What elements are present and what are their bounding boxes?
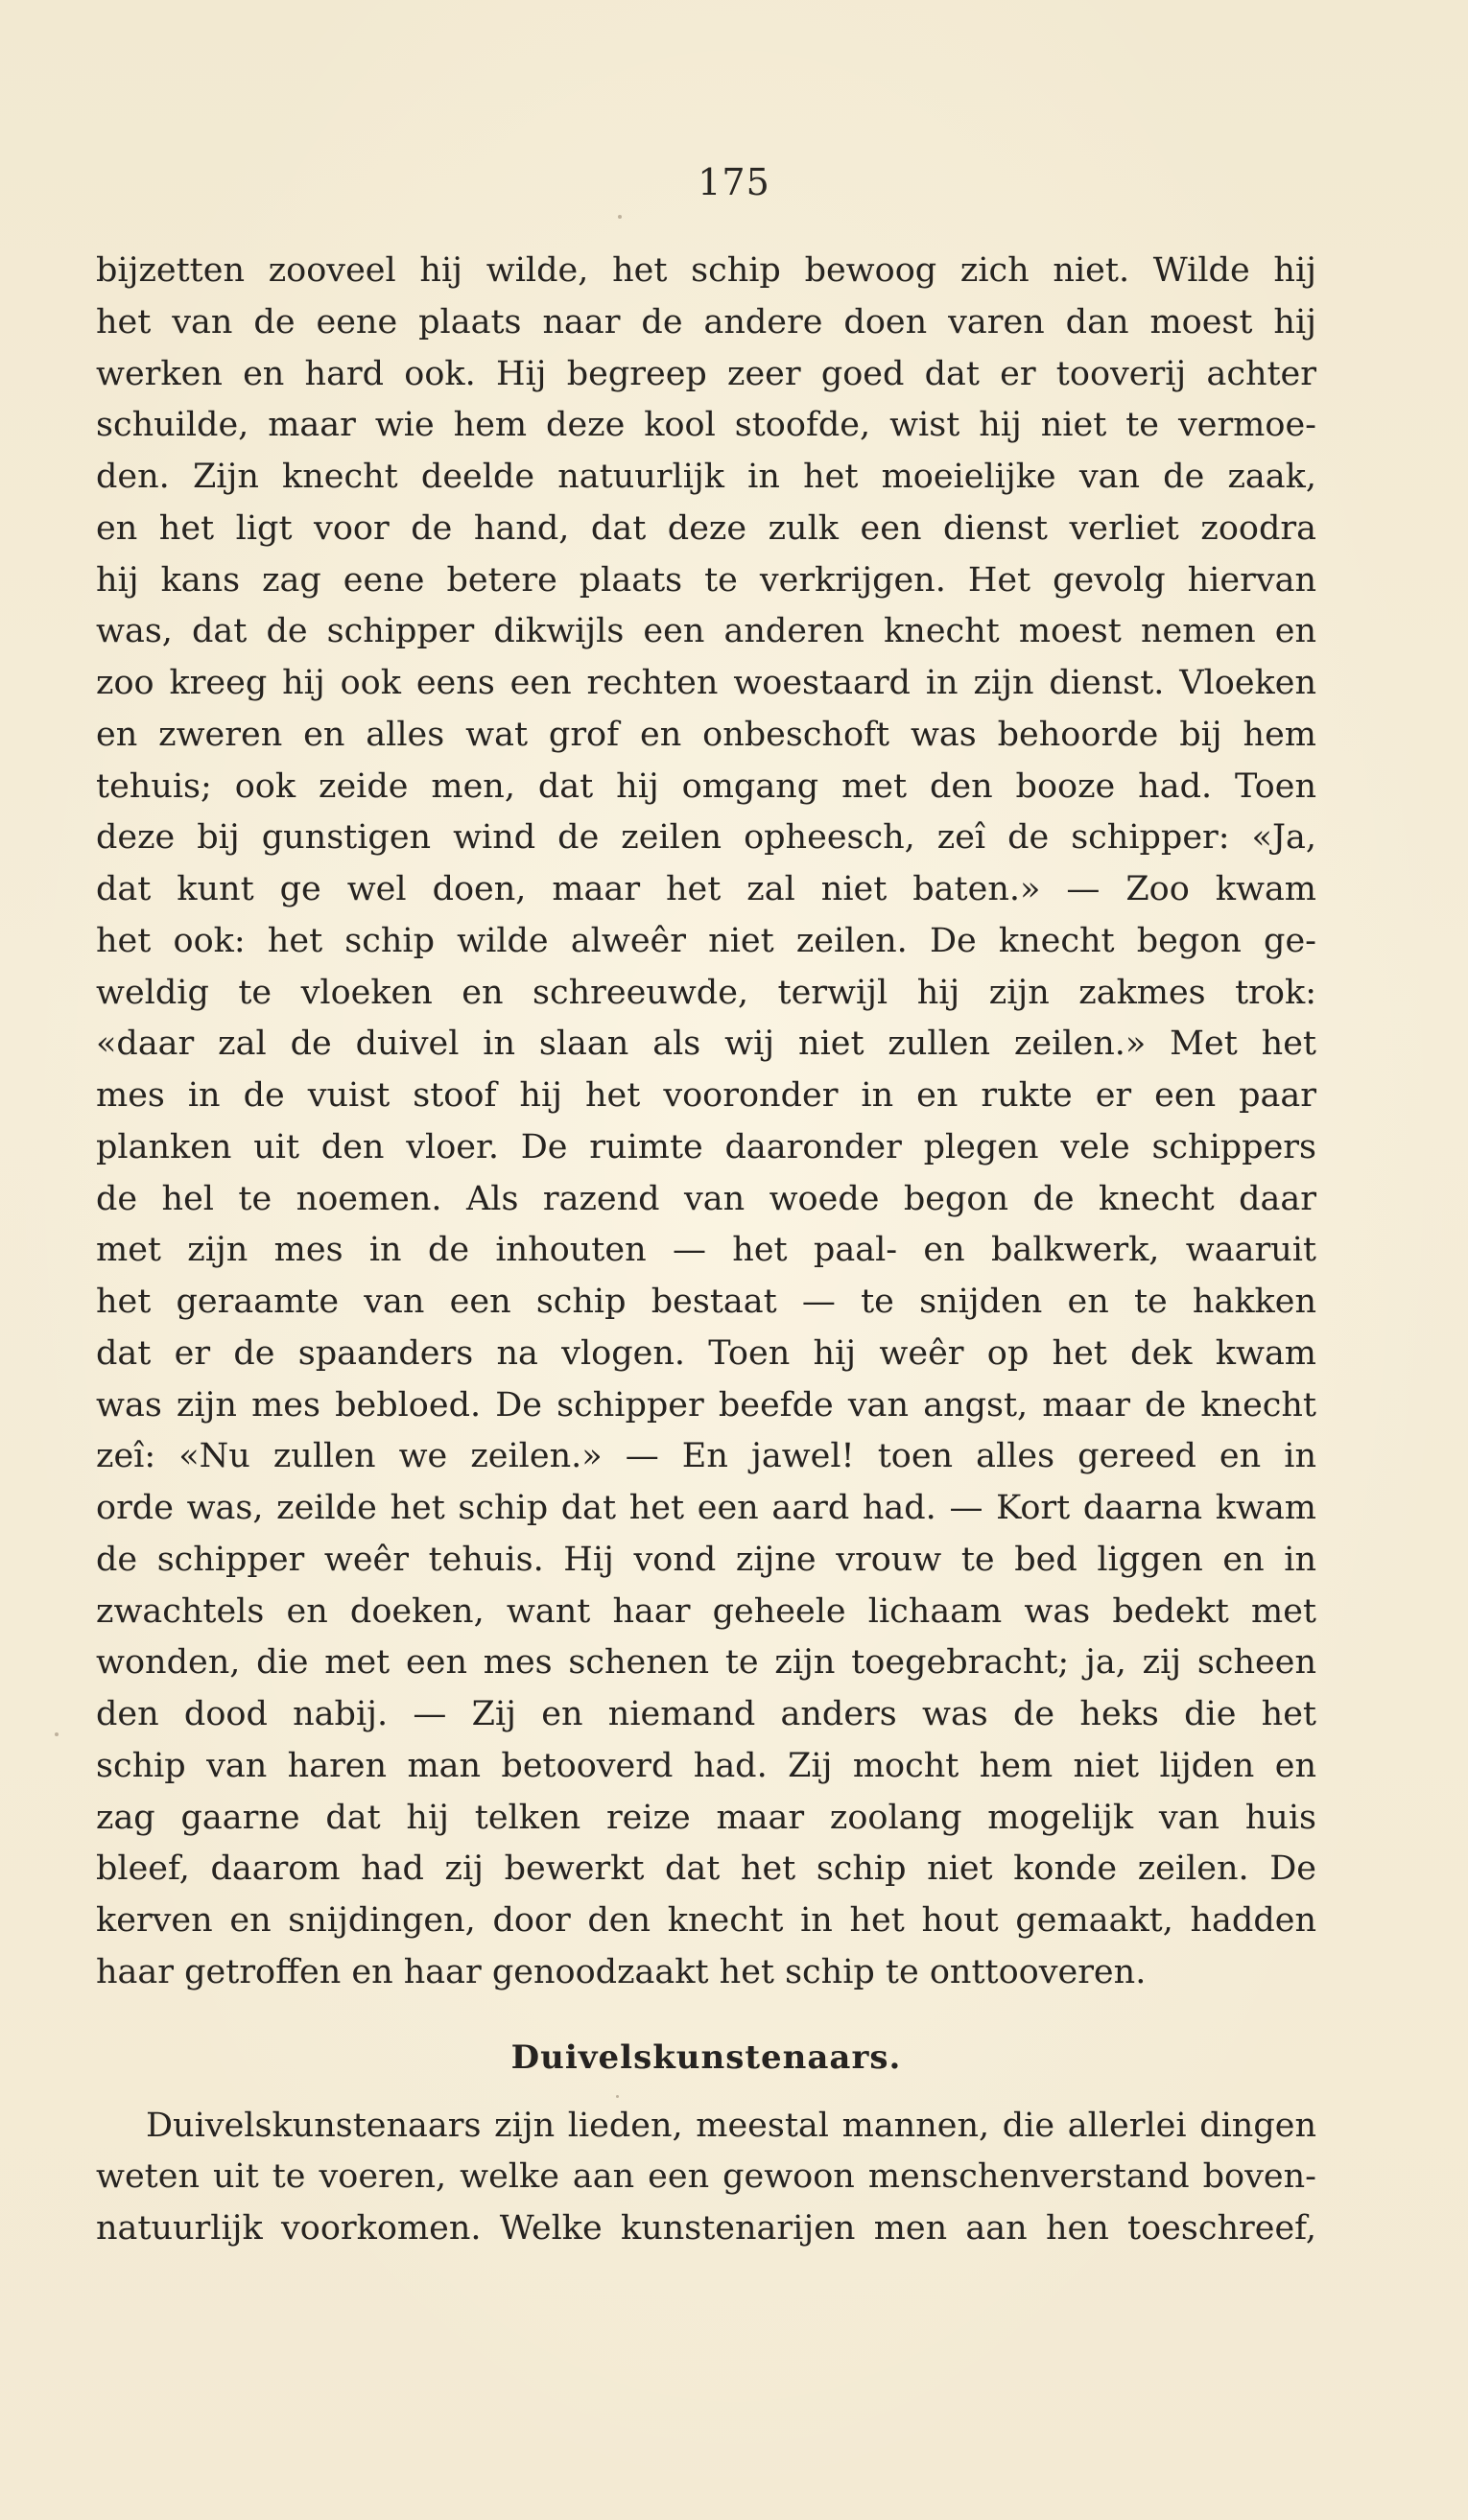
text-line: zwachtels en doeken, want haar geheele lichaam was bedekt met xyxy=(96,1591,1316,1631)
text-line: bleef, daarom had zij bewerkt dat het schip niet konde zeilen. De xyxy=(96,1849,1316,1889)
text-line: het van de eene plaats naar de andere doen varen dan moest hij xyxy=(96,302,1316,341)
text-line: het geraamte van een schip bestaat — te snijden en te hakken xyxy=(96,1283,1316,1321)
text-line: de hel te noemen. Als razend van woede begon de knecht daar xyxy=(96,1179,1316,1218)
page-number: 175 xyxy=(698,161,770,203)
text-line: haar getroffen en haar genoodzaakt het schip te onttooveren. xyxy=(96,1952,1147,1991)
text-line: de schipper weêr tehuis. Hij vond zijne vrouw te bed liggen en in xyxy=(96,1540,1316,1579)
text-line: met zijn mes in de inhouten — het paal- en balkwerk, waaruit xyxy=(96,1231,1316,1270)
text-line: kerven en snijdingen, door den knecht in het hout gemaakt, hadden xyxy=(96,1901,1316,1940)
text-line: was zijn mes bebloed. De schipper beefde van angst, maar de knecht xyxy=(96,1385,1316,1425)
paragraph-2 xyxy=(96,2101,1316,2255)
text-line: schip van haren man betooverd had. Zij mocht hem niet lijden en xyxy=(96,1746,1316,1785)
text-line: hij kans zag eene betere plaats te verkrijgen. Het gevolg hiervan xyxy=(96,560,1316,600)
text-line: Duivelskunstenaars zijn lieden, meestal mannen, die allerlei dingen xyxy=(146,2106,1316,2145)
text-line: planken uit den vloer. De ruimte daaronder plegen vele schippers xyxy=(96,1127,1316,1166)
text-line: orde was, zeilde het schip dat het een aard had. — Kort daarna kwam xyxy=(96,1489,1316,1527)
text-line: het ook: het schip wilde alweêr niet zeilen. De knecht begon ge- xyxy=(96,921,1316,960)
text-line: tehuis; ook zeide men, dat hij omgang met den booze had. Toen xyxy=(96,766,1316,806)
paper-speck xyxy=(55,1732,59,1736)
text-line: bijzetten zooveel hij wilde, het schip bewoog zich niet. Wilde hij xyxy=(96,251,1316,290)
text-line: en zweren en alles wat grof en onbeschoft was behoorde bij hem xyxy=(96,715,1316,754)
text-line: was, dat de schipper dikwijls een anderen knecht moest nemen en xyxy=(96,612,1316,651)
text-line: deze bij gunstigen wind de zeilen opheesch, zeî de schipper: «Ja, xyxy=(96,818,1316,858)
text-line: zeî: «Nu zullen we zeilen.» — En jawel! toen alles gereed en in xyxy=(96,1437,1316,1476)
text-line: zag gaarne dat hij telken reize maar zoolang mogelijk van huis xyxy=(96,1798,1316,1837)
text-line: en het ligt voor de hand, dat deze zulk een dienst verliet zoodra xyxy=(96,508,1316,548)
text-line: schuilde, maar wie hem deze kool stoofde, wist hij niet te vermoe- xyxy=(96,406,1316,445)
section-heading: Duivelskunstenaars. xyxy=(510,2037,902,2077)
text-line: weten uit te voeren, welke aan een gewoon menschenverstand boven- xyxy=(96,2157,1316,2197)
text-line: dat er de spaanders na vlogen. Toen hij weêr op het dek kwam xyxy=(96,1333,1316,1373)
paragraph-1 xyxy=(96,246,1316,1999)
text-line: natuurlijk voorkomen. Welke kunstenarijen men aan hen toeschreef, xyxy=(96,2209,1316,2248)
text-line: weldig te vloeken en schreeuwde, terwijl hij zijn zakmes trok: xyxy=(96,973,1316,1012)
text-line: den dood nabij. — Zij en niemand anders was de heks die het xyxy=(96,1695,1316,1733)
text-line: den. Zijn knecht deelde natuurlijk in het moeielijke van de zaak, xyxy=(96,458,1316,496)
body-text xyxy=(96,246,1316,2255)
paper-speck xyxy=(618,215,622,219)
text-line: mes in de vuist stoof hij het vooronder in en rukte er een paar xyxy=(96,1076,1316,1115)
text-line: zoo kreeg hij ook eens een rechten woestaard in zijn dienst. Vloeken xyxy=(96,664,1316,702)
text-line: «daar zal de duivel in slaan als wij niet zullen zeilen.» Met het xyxy=(96,1024,1316,1064)
text-line: dat kunt ge wel doen, maar het zal niet baten.» — Zoo kwam xyxy=(96,870,1316,908)
text-line: werken en hard ook. Hij begreep zeer goed dat er tooverij achter xyxy=(96,354,1316,393)
text-line: wonden, die met een mes schenen te zijn toegebracht; ja, zij scheen xyxy=(96,1643,1316,1683)
